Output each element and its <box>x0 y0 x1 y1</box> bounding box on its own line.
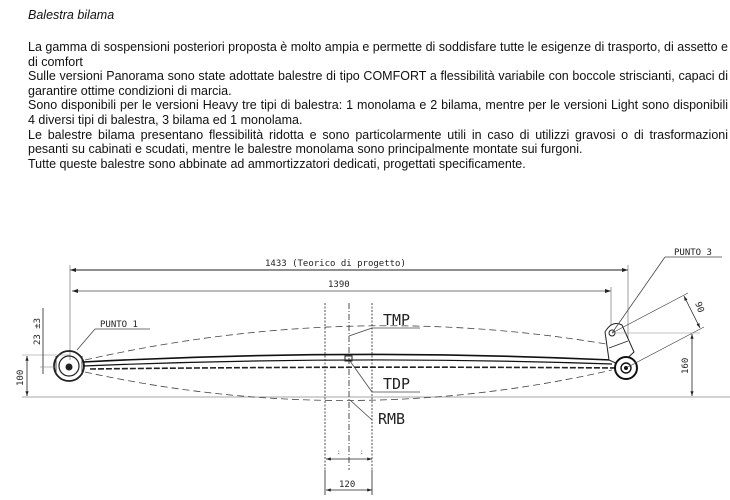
label-punto-1: PUNTO 1 <box>100 320 138 330</box>
paragraph-gamma: La gamma di sospensioni posteriori proposta è molto ampia e permette di soddisfare tutte le esigenze di trasporto, di assetto e di comfort <box>28 40 728 69</box>
label-rmb: RMB <box>378 410 406 428</box>
dimension-span <box>72 280 611 325</box>
dimension-right-height-label: 160 <box>681 357 691 374</box>
document-body <box>28 40 728 171</box>
paragraph-panorama: Sulle versioni Panorama sono state adottate balestre di tipo COMFORT a flessibilità variabile con boccole striscianti, capaci di garantire ottime condizioni di marcia. <box>28 69 728 98</box>
svg-text::: : <box>360 449 364 456</box>
front-eye <box>54 351 84 381</box>
label-punto-3: PUNTO 3 <box>674 248 712 258</box>
paragraph-versions: Sono disponibili per le versioni Heavy tre tipi di balestra: 1 monolama e 2 bilama, mentre per le versioni Light sono disponibili 4 diversi tipi di balestra, 3 bilama ed 1 monolama. <box>28 98 728 127</box>
label-tdp: TDP <box>383 375 411 393</box>
label-tmp: TMP <box>383 311 411 329</box>
svg-text::: : <box>337 449 341 456</box>
document-title: Balestra bilama <box>28 8 115 22</box>
paragraph-ammortizzatori: Tutte queste balestre sono abbinate ad ammortizzatori dedicati, progettati specificamente. <box>28 156 526 171</box>
leaf-spring-technical-drawing <box>0 225 730 500</box>
dimension-shackle-label: 90 <box>692 300 706 315</box>
center-lines <box>325 303 372 470</box>
dimension-left-offset-label: 23 ±3 <box>33 317 43 345</box>
dimension-center-label: 120 <box>339 480 356 490</box>
dimension-center <box>325 449 372 495</box>
dimension-overall-label: 1433 (Teorico di progetto) <box>265 259 406 269</box>
paragraph-bilama: Le balestre bilama presentano flessibilità ridotta e sono particolarmente utili in caso di utilizzi gravosi o di trasformazioni pesanti su cabinati e scudati, mentre le balestre monolama sono principalmente montate sui furgoni. <box>28 127 728 157</box>
dimension-span-label: 1390 <box>328 280 350 290</box>
dimension-left-height-label: 100 <box>16 369 26 386</box>
